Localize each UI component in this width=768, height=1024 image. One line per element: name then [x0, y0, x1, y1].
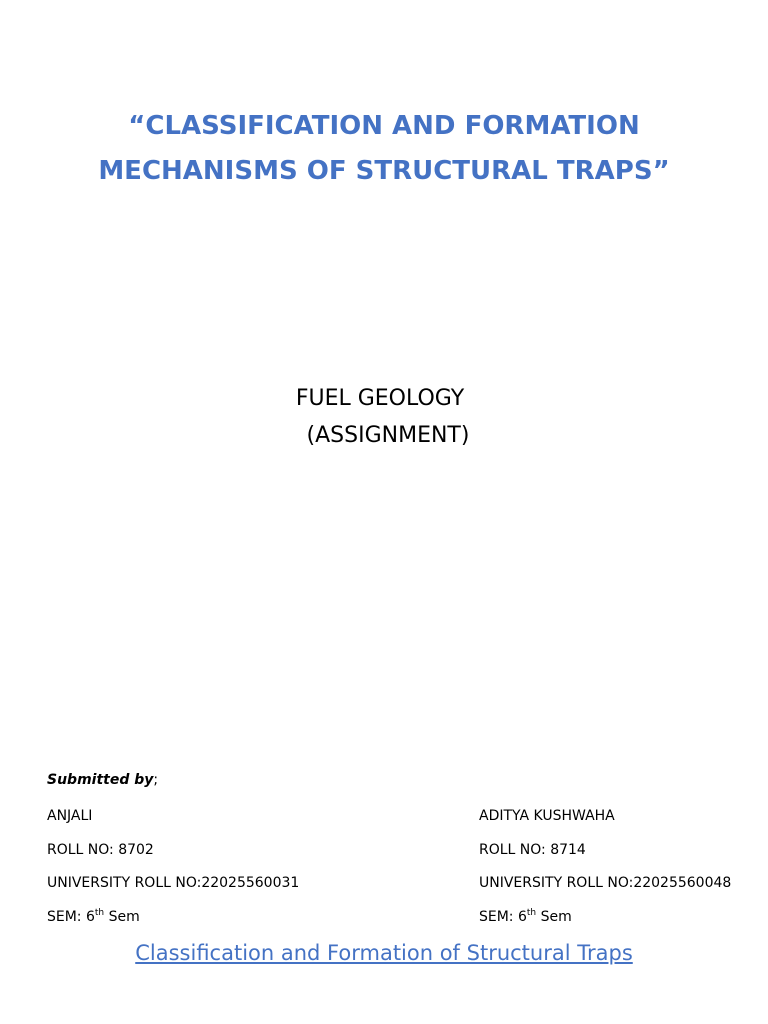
title-line-1: “CLASSIFICATION AND FORMATION [128, 111, 640, 141]
student-roll-number: ROLL NO: 8702 [47, 841, 154, 858]
document-link[interactable]: Classification and Formation of Structural Traps [135, 941, 633, 965]
student-university-roll: UNIVERSITY ROLL NO:22025560031 [47, 875, 300, 891]
student-name: ANJALI [47, 808, 93, 824]
semester-prefix: SEM: 6 [47, 908, 95, 925]
semester-superscript: th [94, 907, 105, 918]
student-block-1 [47, 806, 299, 940]
student-roll-number: ROLL NO: 8714 [479, 841, 586, 858]
submitted-by [47, 772, 158, 788]
student-block-2 [479, 806, 731, 940]
subject-heading [0, 380, 768, 454]
semester-prefix: SEM: 6 [479, 908, 527, 925]
submitted-by-suffix: ; [153, 772, 159, 788]
assignment-label: (ASSIGNMENT) [306, 423, 470, 448]
semester-suffix: Sem [104, 908, 140, 925]
subject-name: FUEL GEOLOGY [295, 386, 465, 411]
student-semester [47, 907, 299, 941]
title-line-2: MECHANISMS OF STRUCTURAL TRAPS” [98, 156, 670, 186]
semester-superscript: th [526, 907, 537, 918]
submitted-by-label: Submitted by [47, 772, 154, 788]
student-semester [479, 907, 731, 941]
student-university-roll: UNIVERSITY ROLL NO:22025560048 [479, 875, 732, 891]
semester-suffix: Sem [536, 908, 572, 925]
document-title [0, 104, 768, 194]
student-name: ADITYA KUSHWAHA [479, 808, 615, 824]
